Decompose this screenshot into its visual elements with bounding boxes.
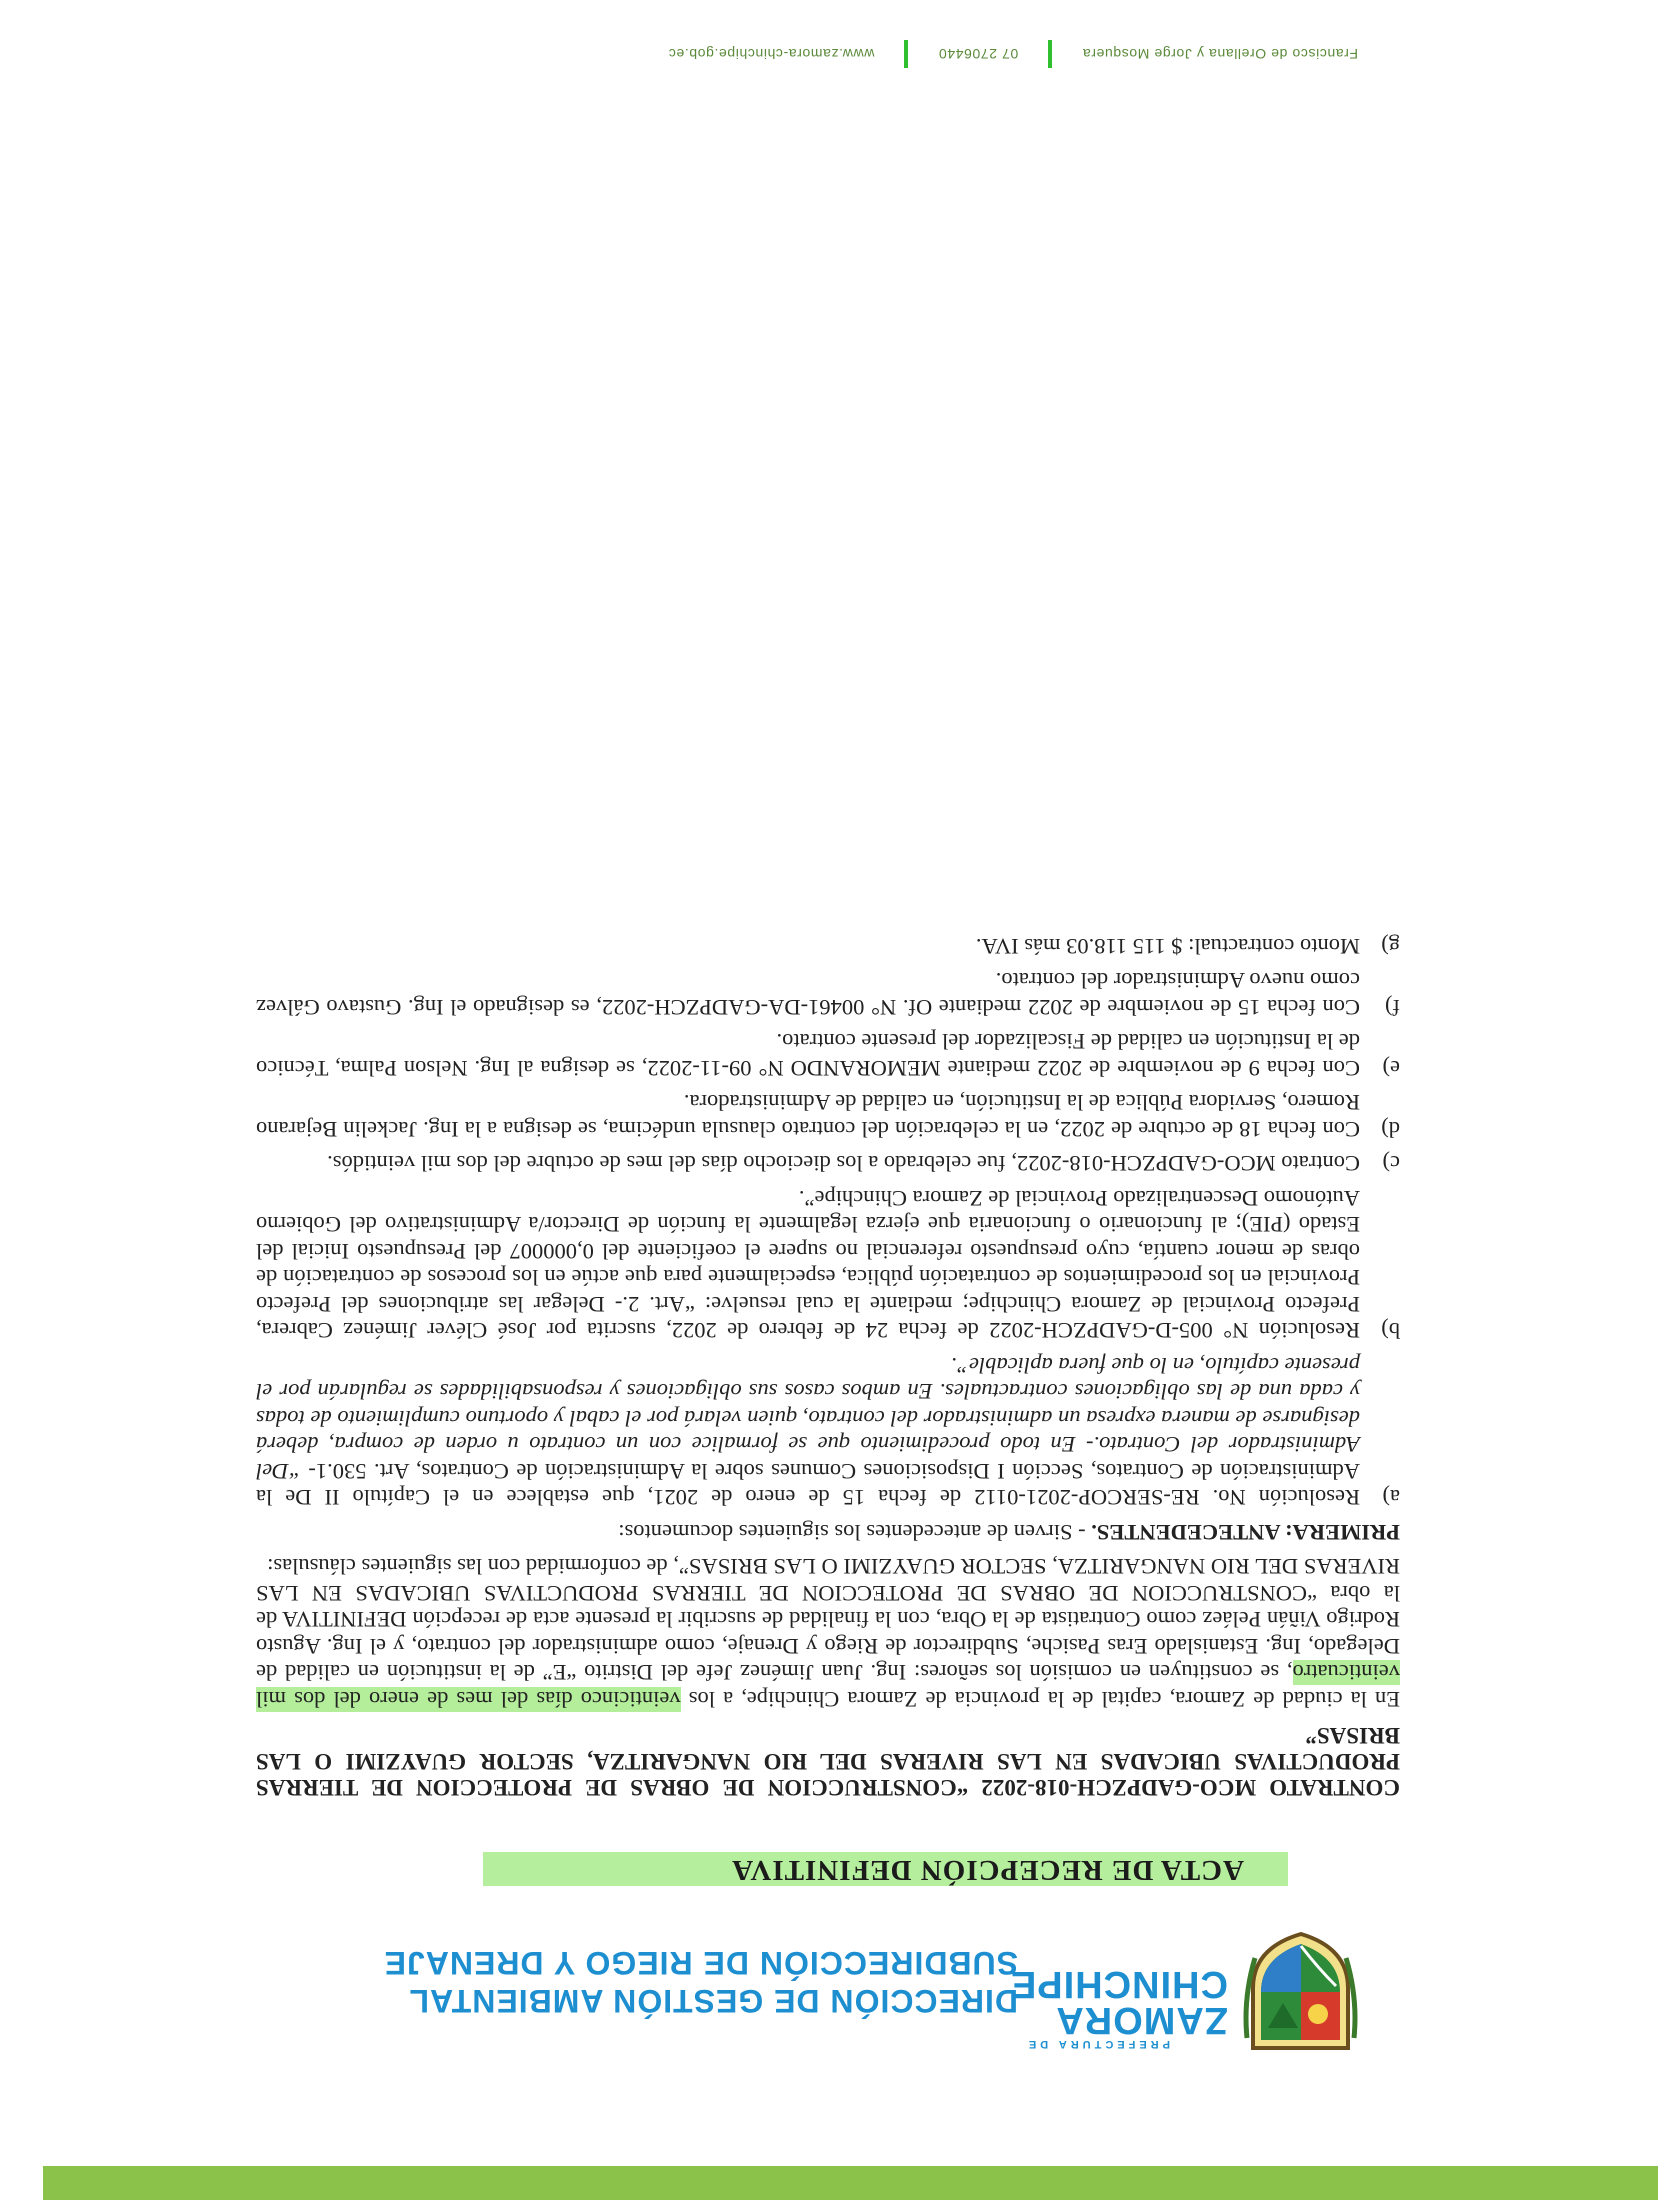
list-item-text (256, 1352, 1360, 1511)
list-item-quote: “Del Administrador del Contrato.- En todo procedimiento que se formalice con un contrato u orden de compra, deberá designarse de manera expresa un administrador del contrato, quien velará por el cabal y oportuno cumplimiento de todas y cada una de las obligaciones contractuales. En ambos casos sus obligaciones y responsabilidades se regularán por el presente capítulo, en lo que fuera aplicable”. (256, 1353, 1360, 1484)
footer-website-link[interactable]: www.zamora-chinchipe.gob.ec (668, 46, 875, 62)
list-item-label: c) (1382, 1151, 1400, 1177)
intro-text-part1: En la ciudad de Zamora, capital de la provincia de Zamora Chinchipe, a los (680, 1687, 1400, 1712)
section-title: PRIMERA: ANTECEDENTES. (1091, 1520, 1400, 1545)
footer (258, 34, 1358, 74)
section-text: - Sirven de antecedentes los siguientes documentos: (618, 1520, 1092, 1545)
list-item-text: Resolución N° 005-D-GADPZCH-2022 de fecha 24 de febrero de 2022, suscrita por José Cléver Jiménez Cabrera, Prefecto Provincial de Zamora Chinchipe; mediante la cual resuelve: “Art. 2.- Delegar las atribuciones del Prefecto Provincial en los procedimientos de contratación pública, especialmente para que actúe en los procesos de contratación de obras de menor cuantía, cuyo presupuesto referencial no supere el coeficiente del 0,000007 del Presupuesto Inicial del Estado (PIE); al funcionario o funcionaria que ejerza legalmente la función de Director/a Administrativo del Gobierno Autónomo Descentralizado Provincial de Zamora Chinchipe”. (256, 1186, 1360, 1344)
list-item (256, 1028, 1400, 1081)
footer-divider (1048, 40, 1052, 68)
intro-highlighted-date: veinticinco días del mes de enero del dos mil veinticuatro (255, 1660, 1400, 1712)
list-item-label: d) (1381, 1117, 1400, 1142)
top-green-band (43, 2166, 1658, 2200)
list-item-text: Contrato MCO-GADPZCH-018-2022, fue celebrado a los dieciocho días del mes de octubre del dos mil veintidós. (327, 1151, 1360, 1177)
brand-name-line2: CHINCHIPE (1009, 1963, 1228, 2005)
list-item-text: Con fecha 15 de noviembre de 2022 mediante Of. N° 00461-DA-GADPZCH-2022, es designado el Ing. Gustavo Gálvez como nuevo Administrador del contrato. (256, 968, 1360, 1020)
section-primera (256, 1519, 1400, 1546)
list-item-text: Con fecha 18 de octubre de 2022, en la celebración del contrato clausula undécima, se designa a la Ing. Jackelin Bejarano Romero, Servidora Pública de la Institución, en calidad de Administradora. (256, 1090, 1360, 1142)
list-item (256, 1150, 1400, 1177)
list-item-text: Monto contractual: $ 115 118.03 más IVA. (975, 934, 1360, 959)
list-item (256, 1185, 1400, 1344)
list-item-label: b) (1381, 1318, 1400, 1344)
document-title: ACTA DE RECEPCIÓN DEFINITIVA (731, 1854, 1244, 1886)
list-item (256, 933, 1400, 960)
footer-phone: 07 2706440 (938, 46, 1019, 62)
intro-text-part2: , se constituyen en comisión los señores: Ing. Juan Jiménez Jefe del Distrito “E” de la institución en calidad de Delegado, Ing. Estanislado Eras Pasiche, Subdirector de Riego y Drenaje, como administrador del contrato, y el Ing. Agusto Rodrigo Viñán Peláez como Contratista de la Obra, con la finalidad de suscribir la presente acta de recepción DEFINITIVA de la obra “CONSTRUCCION DE OBRAS DE PROTECCION DE TIERRAS PRODUCTIVAS UBICADAS EN LAS RIVERAS DEL RIO NANGARITZA, SECTOR GUAYZIMI O LAS BRISAS”, de conformidad con las siguientes cláusulas: (256, 1554, 1400, 1686)
list-item-body: Resolución No. RE-SERCOP-2021-0112 de fecha 15 de enero de 2021, que establece en el Capítulo II De la Administración de Contratos, Sección I Disposiciones Comunes sobre la Administración de Contratos, Art. 530.1- (256, 1459, 1360, 1511)
list-item (256, 967, 1400, 1020)
department-heading (338, 1944, 1018, 2020)
list-item-label: a) (1382, 1485, 1400, 1511)
department-line2: SUBDIRECCIÓN DE RIEGO Y DRENAJE (383, 1945, 1018, 1981)
department-line1: DIRECCIÓN DE GESTIÓN AMBIENTAL (408, 1983, 1018, 2019)
list-item-label: e) (1382, 1056, 1400, 1081)
document-title-block (388, 1848, 1288, 1888)
intro-paragraph (256, 1553, 1400, 1712)
contract-heading: CONTRATO MCO-GADPZCH-018-2022 “CONSTRUCCION DE OBRAS DE PROTECCION DE TIERRAS PRODUCTIVAS UBICADAS EN LAS RIVERAS DEL RIO NANGARITZA, SECTOR GUAYZIMI O LAS BRISAS” (256, 1723, 1400, 1800)
prefecture-coat-of-arms-logo (1243, 1930, 1358, 2058)
list-item (256, 1352, 1400, 1511)
brand-prefix: PREFECTURA DE (1024, 2038, 1170, 2050)
list-item-label: f) (1385, 995, 1400, 1020)
document-body (256, 933, 1400, 1801)
footer-divider (904, 40, 908, 68)
list-item-label: g) (1381, 934, 1400, 959)
footer-address: Francisco de Orellana y Jorge Mosquera (1082, 46, 1358, 62)
list-item-text: Con fecha 9 de noviembre de 2022 mediante MEMORANDO N° 09-11-2022, se designa al Ing. Nelson Palma, Técnico de la Institución en calidad de Fiscalizador del presente contrato. (256, 1029, 1360, 1081)
brand-name-line1: ZAMORA (1055, 1999, 1228, 2041)
list-item (256, 1089, 1400, 1142)
